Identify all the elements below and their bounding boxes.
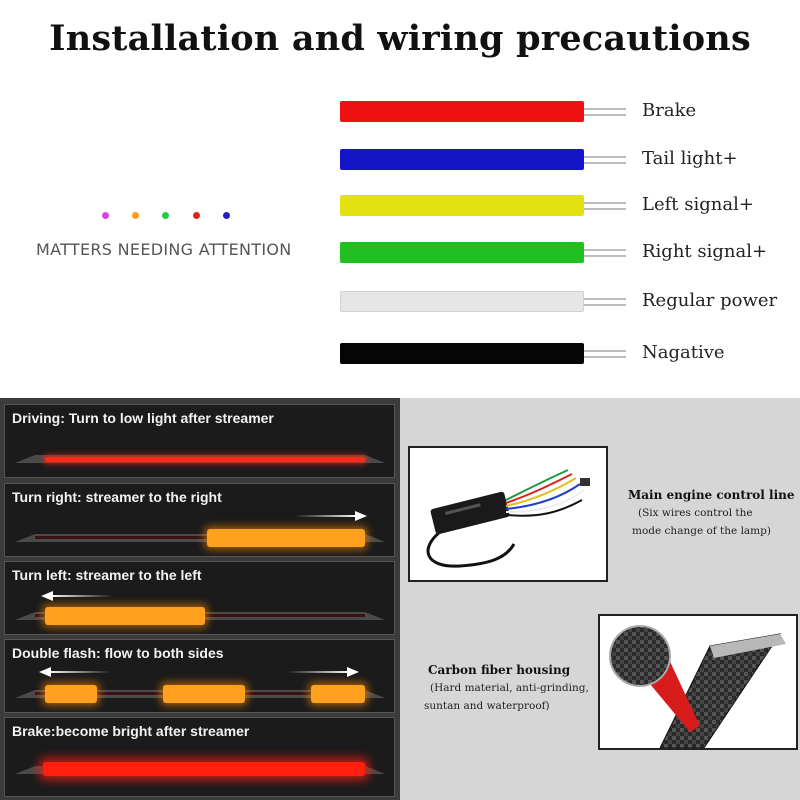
control-title: Main engine control line (628, 488, 795, 502)
dot-blue (223, 212, 230, 219)
wire-tail-light (340, 149, 584, 170)
wire-label-regular-power: Regular power (642, 290, 778, 311)
controller-photo (408, 446, 608, 582)
amber-streamer-middle (163, 685, 245, 703)
wire-end-left-signal (584, 202, 626, 210)
mode-double-flash (4, 639, 395, 713)
modes-panel (0, 398, 400, 800)
control-desc-1: (Six wires control the (638, 507, 753, 519)
strip-light (15, 534, 385, 542)
wire-end-negative (584, 350, 626, 358)
wire-label-right-signal: Right signal+ (642, 241, 768, 262)
mode-turn-left (4, 561, 395, 635)
arrow-left-icon (39, 666, 111, 678)
wire-label-tail-light: Tail light+ (642, 148, 738, 169)
wire-label-left-signal: Left signal+ (642, 194, 754, 215)
wire-label-negative: Nagative (642, 342, 725, 363)
wire-end-regular-power (584, 298, 626, 306)
mode-driving (4, 404, 395, 478)
arrow-right-icon (295, 510, 367, 522)
wire-right-signal (340, 242, 584, 263)
wire-end-right-signal (584, 249, 626, 257)
amber-streamer-right (311, 685, 365, 703)
amber-streamer-left (45, 685, 97, 703)
mode-label: Turn right: streamer to the right (12, 489, 222, 505)
strip-light (15, 690, 385, 698)
arrow-right-icon (287, 666, 359, 678)
amber-streamer (207, 529, 365, 547)
dot-magenta (102, 212, 109, 219)
matters-heading: MATTERS NEEDING ATTENTION (36, 240, 292, 259)
wire-label-brake: Brake (642, 100, 697, 121)
mode-turn-right (4, 483, 395, 557)
wire-negative (340, 343, 584, 364)
housing-desc-1: (Hard material, anti-grinding, (430, 682, 589, 694)
page-title: Installation and wiring precautions (49, 18, 751, 59)
strip-light (15, 766, 385, 774)
wire-brake (340, 101, 584, 122)
strip-light (15, 612, 385, 620)
mode-label: Driving: Turn to low light after streamer (12, 410, 274, 426)
bottom-section (0, 398, 800, 800)
dot-red (193, 212, 200, 219)
dot-orange (132, 212, 139, 219)
carbon-image (600, 616, 796, 748)
housing-title: Carbon fiber housing (428, 663, 571, 677)
wire-end-brake (584, 108, 626, 116)
carbon-housing-photo (598, 614, 798, 750)
mode-label: Brake:become bright after streamer (12, 723, 250, 739)
color-dots (102, 212, 242, 226)
amber-streamer (45, 607, 205, 625)
dot-green (162, 212, 169, 219)
wire-end-tail-light (584, 156, 626, 164)
wire-left-signal (340, 195, 584, 216)
controller-image (410, 448, 606, 580)
control-desc-2: mode change of the lamp) (632, 525, 771, 537)
strip-light (15, 455, 385, 463)
mode-label: Double flash: flow to both sides (12, 645, 224, 661)
mode-label: Turn left: streamer to the left (12, 567, 202, 583)
arrow-left-icon (41, 590, 113, 602)
components-panel (400, 398, 800, 800)
red-streamer (43, 762, 365, 776)
mode-brake (4, 717, 395, 797)
red-streamer (45, 457, 365, 462)
wire-regular-power (340, 291, 584, 312)
housing-desc-2: suntan and waterproof) (424, 700, 550, 712)
